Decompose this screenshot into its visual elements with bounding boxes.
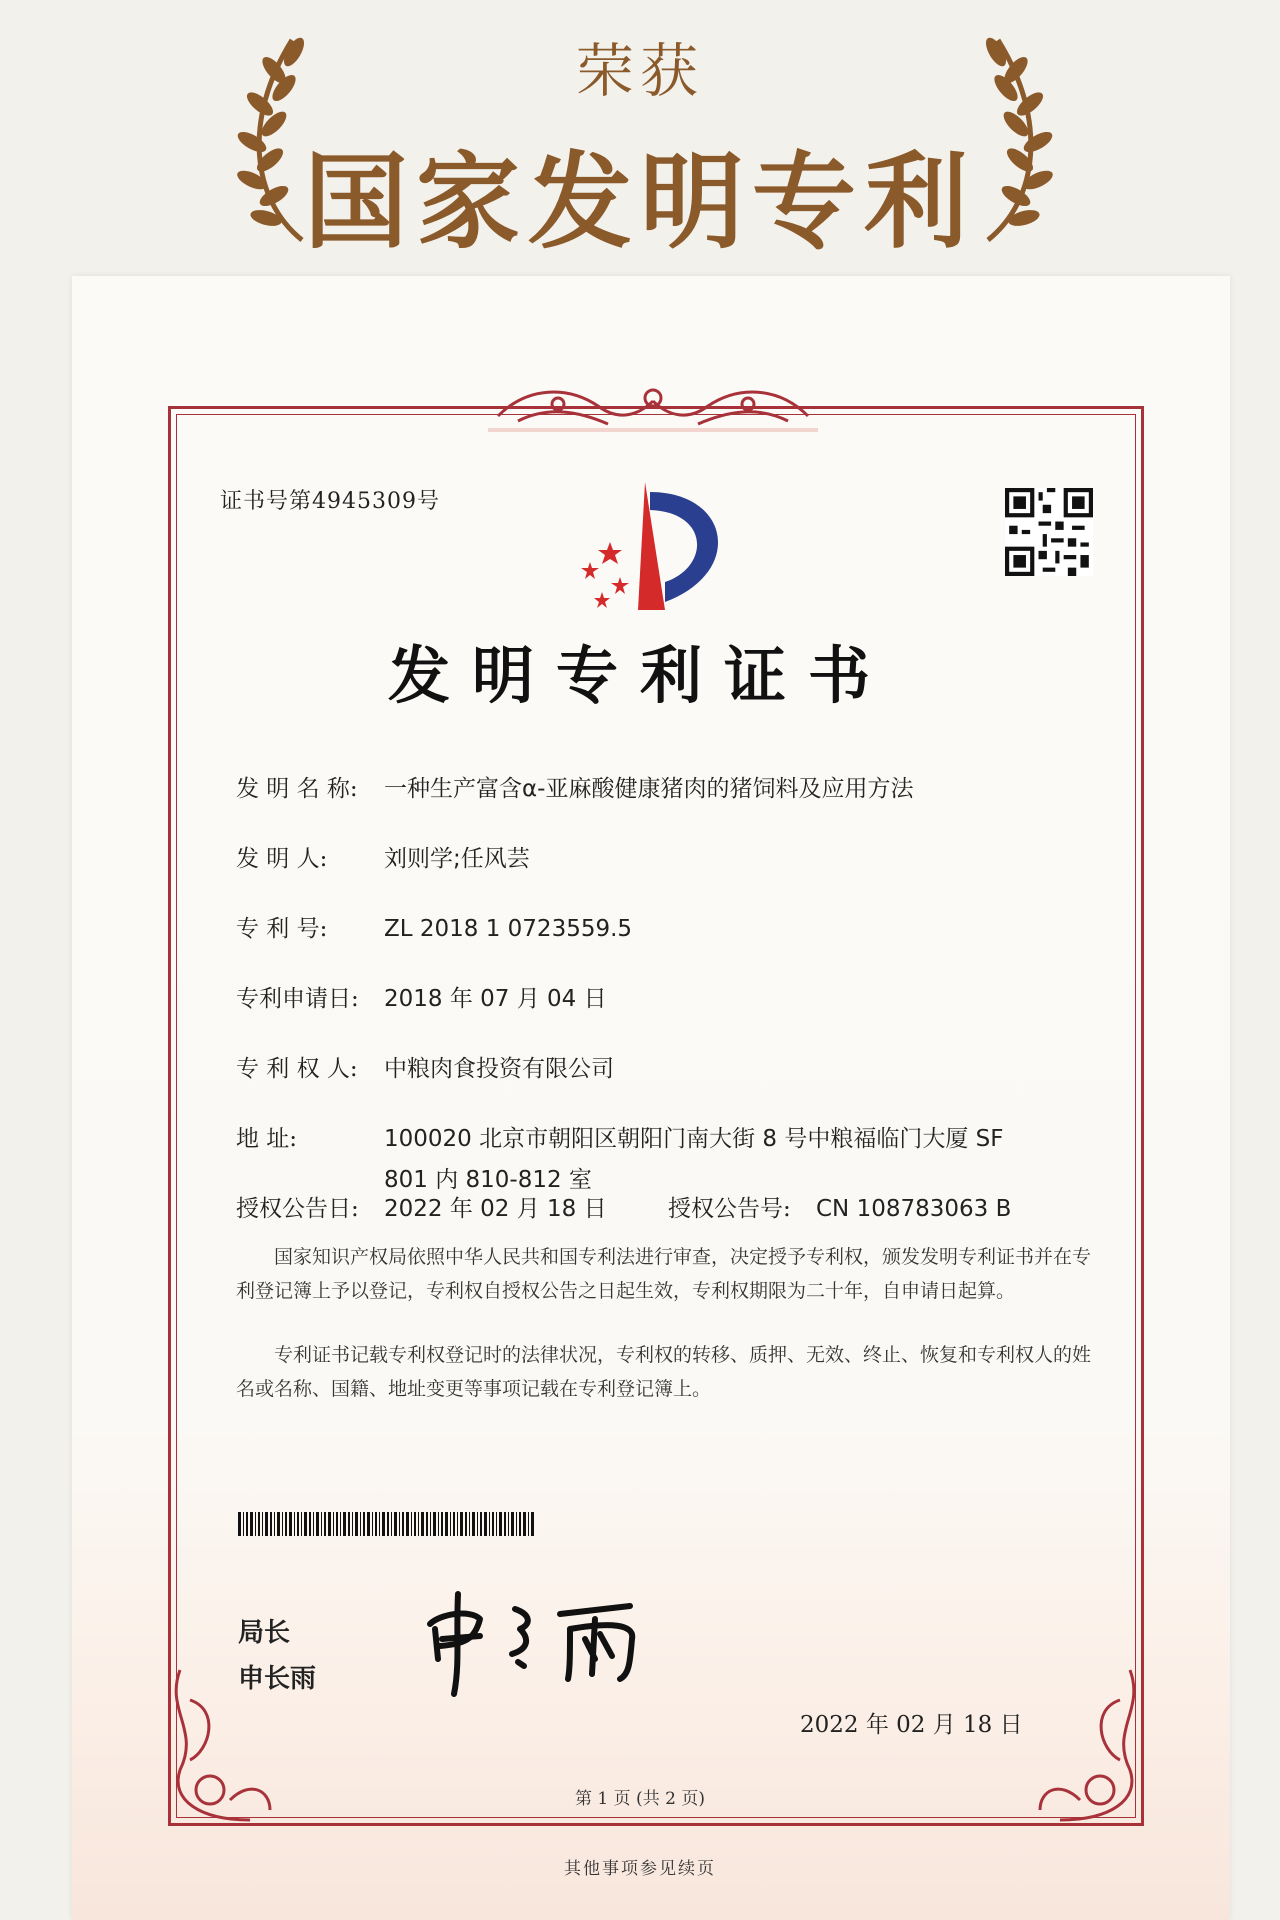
- grant-date-value: 2022 年 02 月 18 日: [384, 1196, 607, 1222]
- patent-number-label: 专 利 号:: [236, 916, 328, 942]
- patent-number-value: ZL 2018 1 0723559.5: [384, 916, 633, 942]
- award-banner: [0, 0, 1280, 270]
- signature-image: [420, 1584, 670, 1704]
- signature-role: 局长: [238, 1618, 291, 1648]
- page-number: 第 1 页 (共 2 页): [575, 1789, 705, 1809]
- grant-number-label: 授权公告号:: [668, 1196, 791, 1222]
- grant-date-field: [236, 1190, 607, 1223]
- grant-date-label: 授权公告日:: [236, 1196, 359, 1222]
- signature-date: 2022 年 02 月 18 日: [800, 1712, 1023, 1738]
- patentee-label: 专 利 权 人:: [236, 1056, 358, 1082]
- certificate-paragraph-2: 专利证书记载专利权登记时的法律状况，专利权的转移、质押、无效、终止、恢复和专利权人的姓名或名称、国籍、地址变更等事项记载在专利登记簿上。: [236, 1344, 1092, 1400]
- certificate-paragraph-1: 国家知识产权局依照中华人民共和国专利法进行审查，决定授予专利权，颁发发明专利证书并在专利登记簿上予以登记，专利权自授权公告之日起生效，专利权期限为二十年，自申请日起算。: [236, 1246, 1092, 1302]
- signature-name: 申长雨: [238, 1664, 317, 1694]
- inventor-field: [236, 840, 530, 873]
- invention-name-field: [236, 770, 913, 803]
- address-line1: 100020 北京市朝阳区朝阳门南大街 8 号中粮福临门大厦 SF: [384, 1126, 1004, 1152]
- invention-name-value: 一种生产富含α-亚麻酸健康猪肉的猪饲料及应用方法: [384, 776, 914, 802]
- inventor-value: 刘则学;任风芸: [384, 846, 530, 872]
- inventor-label: 发 明 人:: [236, 846, 328, 872]
- patentee-field: [236, 1050, 614, 1083]
- certificate-number: 证书号第4945309号: [220, 489, 440, 514]
- application-date-value: 2018 年 07 月 04 日: [384, 986, 607, 1012]
- barcode-icon: [238, 1512, 534, 1536]
- grant-number-field: [668, 1190, 1011, 1223]
- grant-number-value: CN 108783063 B: [816, 1196, 1012, 1222]
- banner-subtitle: 荣获: [575, 37, 704, 105]
- address-line2: 801 内 810-812 室: [384, 1167, 592, 1193]
- certificate-title: 发明专利证书: [387, 639, 892, 712]
- patent-number-field: [236, 910, 632, 943]
- patentee-value: 中粮肉食投资有限公司: [384, 1056, 614, 1082]
- address-label: 地 址:: [236, 1126, 298, 1152]
- ornament-icon: [488, 376, 818, 436]
- invention-name-label: 发 明 名 称:: [236, 776, 358, 802]
- qr-code-icon: [1005, 488, 1093, 576]
- patent-office-logo-icon: [570, 482, 740, 612]
- banner-title: 国家发明专利: [303, 141, 976, 263]
- address-field: [236, 1120, 1004, 1194]
- footer-note: 其他事项参见续页: [564, 1859, 716, 1879]
- laurel-right-icon: [968, 30, 1058, 250]
- application-date-label: 专利申请日:: [236, 986, 359, 1012]
- application-date-field: [236, 980, 607, 1013]
